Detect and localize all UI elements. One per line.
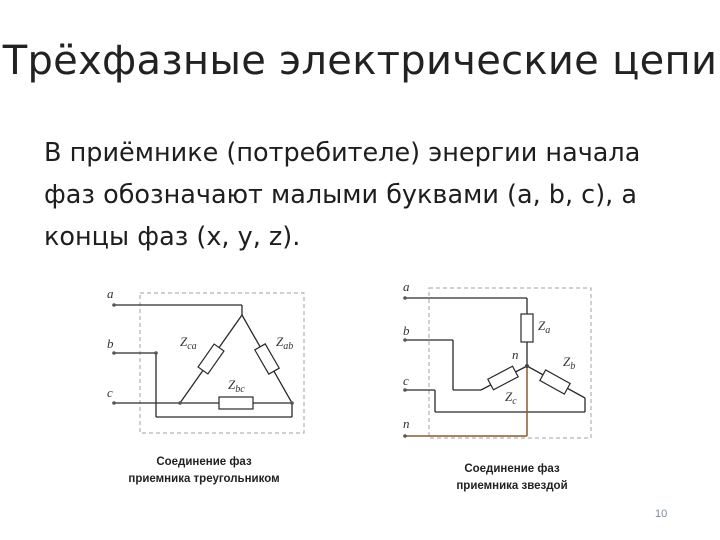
- delta-terminal-dot-a: [112, 303, 116, 307]
- star-label-a: a: [403, 279, 410, 294]
- star-label-za-sub: a: [545, 325, 551, 336]
- delta-label-b: b: [107, 336, 114, 351]
- star-impedance-a: [521, 314, 533, 342]
- delta-node-b: [154, 351, 158, 355]
- star-label-zb-sub: b: [570, 361, 576, 372]
- delta-label-c: c: [107, 385, 113, 400]
- star-terminal-dot-b: [403, 338, 407, 342]
- star-impedance-b: [540, 370, 570, 394]
- delta-label-zca: [180, 334, 197, 352]
- slide-title: Трёхфазные электрические цепи: [2, 38, 718, 84]
- body-line-2: фаз обозначают малыми буквами (a, b, c), а: [44, 180, 637, 210]
- star-label-zc-main: Z: [505, 389, 513, 404]
- delta-node-ab: [290, 401, 294, 405]
- star-terminal-dot-c: [403, 388, 407, 392]
- star-label-zc: [505, 389, 517, 407]
- star-terminal-dot-a: [403, 296, 407, 300]
- body-line-3: концы фаз (x, y, z).: [44, 222, 301, 252]
- star-neutral-label: n: [512, 347, 519, 362]
- star-label-za-main: Z: [538, 318, 546, 333]
- delta-connection-diagram: [100, 275, 320, 515]
- delta-label-zbc-main: Z: [228, 377, 236, 392]
- star-label-zb: [563, 354, 575, 372]
- star-caption-line-1: Соединение фаз: [464, 463, 560, 475]
- star-label-za: [538, 318, 550, 336]
- star-label-n: n: [403, 416, 410, 431]
- delta-dashed-frame: [140, 293, 304, 433]
- star-caption-line-2: приемника звездой: [456, 480, 568, 492]
- delta-label-zab-sub: ab: [283, 341, 294, 352]
- star-neutral-node: [525, 364, 529, 368]
- delta-label-a: a: [107, 286, 114, 301]
- delta-caption-line-1: Соединение фаз: [156, 456, 252, 468]
- delta-terminal-dot-b: [112, 351, 116, 355]
- slide-body-text: [44, 132, 684, 258]
- delta-node-c: [178, 401, 182, 405]
- delta-label-zbc: [228, 377, 245, 395]
- delta-label-zab: [276, 334, 293, 352]
- star-terminal-dot-n: [403, 434, 407, 438]
- page-number: 10: [655, 508, 668, 520]
- delta-terminal-dot-c: [112, 401, 116, 405]
- star-label-c: c: [403, 373, 409, 388]
- delta-label-zab-main: Z: [276, 334, 284, 349]
- star-label-b: b: [403, 323, 410, 338]
- delta-label-zbc-sub: bc: [235, 384, 245, 395]
- star-label-zb-main: Z: [563, 354, 571, 369]
- delta-label-zca-sub: ca: [187, 341, 197, 352]
- star-label-zc-sub: c: [512, 396, 517, 407]
- body-line-1: В приёмнике (потребителе) энергии начала: [44, 138, 641, 168]
- star-connection-diagram: [395, 270, 615, 510]
- star-impedance-c: [488, 366, 518, 390]
- delta-caption-line-2: приемника треугольником: [128, 473, 280, 485]
- delta-impedance-ca: [198, 344, 224, 374]
- delta-label-zca-main: Z: [180, 334, 188, 349]
- delta-impedance-bc: [219, 397, 253, 409]
